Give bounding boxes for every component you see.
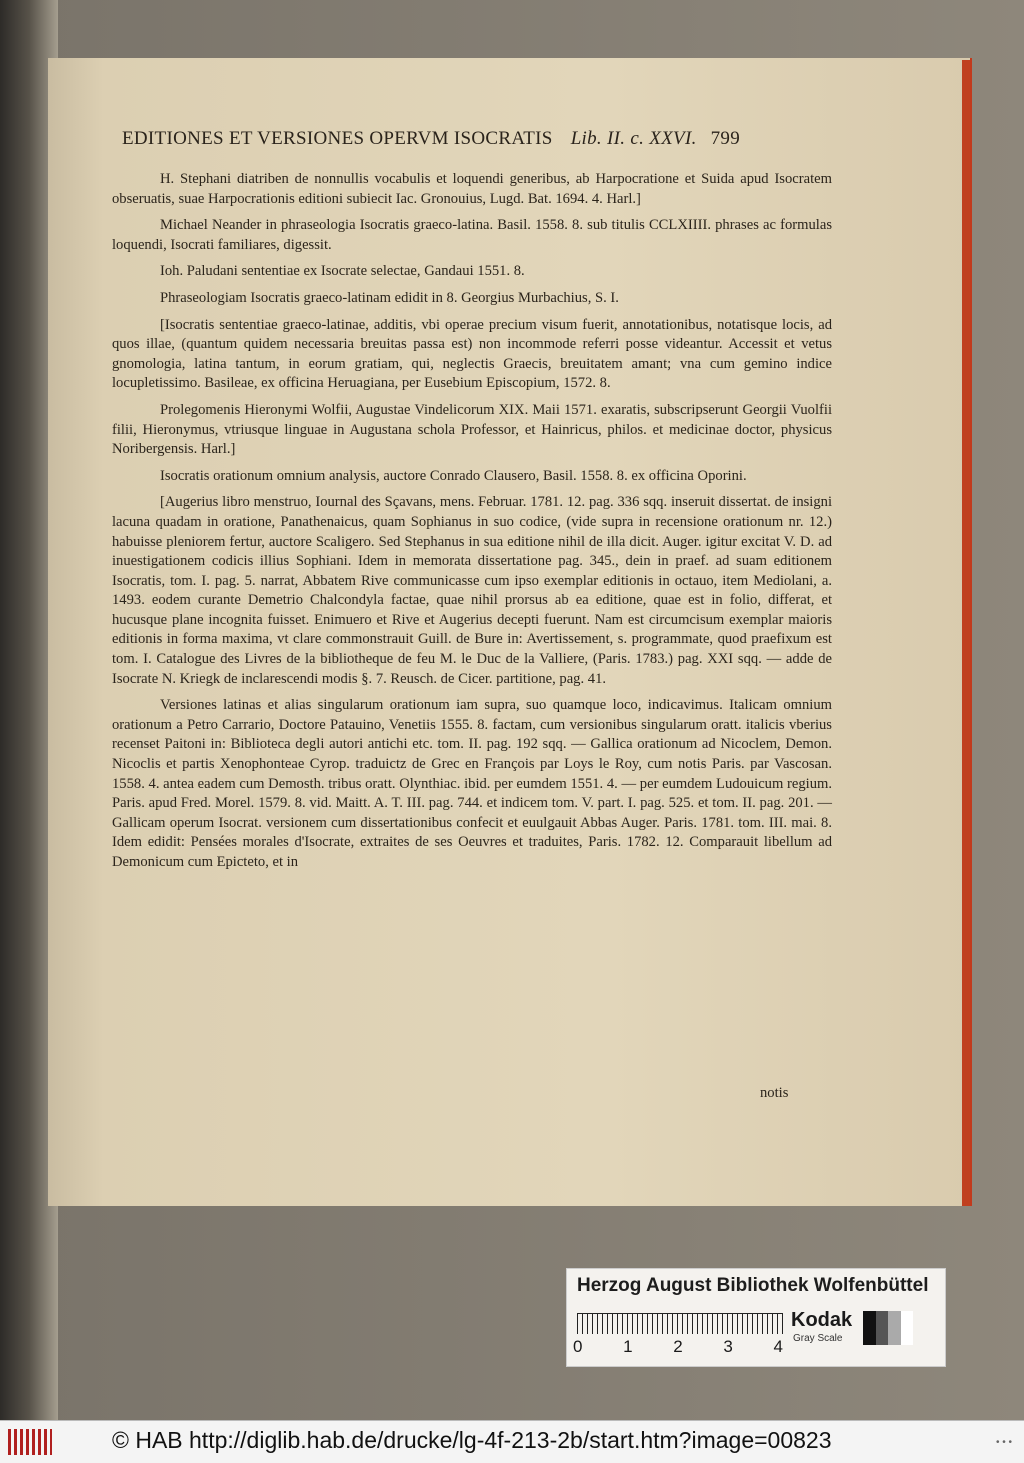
paragraph: Isocratis orationum omnium analysis, auctore Conrado Clausero, Basil. 1558. 8. ex officina Oporini. bbox=[160, 467, 747, 484]
ruler-icon bbox=[577, 1313, 783, 1334]
gray-scale-patches bbox=[863, 1311, 913, 1345]
paragraph: Phraseologiam Isocratis graeco-latinam edidit in 8. Georgius Murbachius, S. I. bbox=[160, 289, 619, 306]
paragraph: [Isocratis sententiae graeco-latinae, additis, vbi operae precium visum fuerit, annotationibus, notatisque locis, ad quos illae, (quantum quidem necessaria breuitas passa est) non incommode referri posse videantur. Accessit et vetus gnomologia, latina tantum, in eorum gratiam, qui, neglectis Graecis, breuitatem amant; vna cum gemino indice locupletissimo. Basileae, ex officina Heruagiana, per Eusebium Episcopium, 1572. 8. bbox=[112, 316, 832, 392]
paragraph: Versiones latinas et alias singularum orationum iam supra, suo quamque loco, indicavimus. Italicam omnium orationum a Petro Carrario, Doctore Patauino, Venetiis 1555. 8. factam, cum versionibus singularum oratt. italicis vberius recenset Paitoni in: Biblioteca degli autori antichi etc. tom. II. pag. 192 sqq. — Gallica orationum ad Nicoclem, Demon. Nicoclis et partis Xenophonteae Cyrop. traduictz de Grec en François par Loys le Roy, cum notis Paris. par Vascosan. 1558. 4. antea eadem cum Demosth. tribus oratt. Olynthiac. ibid. per eumdem 1551. 4. — per eumdem Ludouicum regium. Paris. apud Fred. Morel. 1579. 8. vid. Maitt. A. T. III. pag. 744. et indicem tom. V. part. I. pag. 525. et tom. II. pag. 201. — Gallicam operum Isocrat. versionem cum dissertationibus confecit et euulgauit Abbas Auger. Paris. 1781. tom. III. mai. 8. Idem edidit: Pensées morales d'Isocrate, extraites de ses Oeuvres et traduites, Paris. 1782. 12. Comparauit libellum ad Demonicum cum Epicteto, et in bbox=[112, 697, 832, 870]
page-edge bbox=[962, 60, 970, 1206]
footer-bar bbox=[0, 1420, 1024, 1463]
ruler-number: 0 bbox=[573, 1337, 583, 1356]
gray-scale-label: Gray Scale bbox=[793, 1333, 843, 1344]
ruler-number: 1 bbox=[623, 1337, 633, 1356]
running-header bbox=[122, 128, 832, 158]
header-reference: Lib. II. c. XXVI. bbox=[570, 128, 697, 149]
ruler-numbers bbox=[573, 1337, 783, 1357]
paragraph: [Augerius libro menstruo, Iournal des Sçavans, mens. Februar. 1781. 12. pag. 336 sqq. inseruit dissertat. de insigni lacuna quadam in oratione, Panathenaicus, quam Sophianus in suo codice, (vide supra in recensione orationum nr. 12.) habuisse pleniorem fertur, auctore Scaligero. Sed Stephanus in sua editione nihil de illa dicit. Auger. igitur excitat V. D. ad inuestigationem codicis illius Sophiani. Idem in memorata dissertatione pag. 345., dein in praef. ad suam editionem Isocratis, tom. I. pag. 5. narrat, Abbatem Rive communicasse cum ipso exemplar editionis in octauo, item Mediolani, a. 1493. eodem curante Demetrio Chalcondyla factae, quae nihil prorsus ab ea editione, quae est in folio, differat, et hucusque plane incognita fuisset. Enimuero et Rive et Augerius decepti fuerunt. Nam est circumcisum exemplar maioris editionis in forma maxima, vt clare commonstrauit Guill. de Bure in: Avertissement, s. programmate, quod praefixum est tom. I. Catalogue des Livres de la bibliotheque de feu M. le Duc de la Valliere, (Paris. 1783.) pag. XXI sqq. — adde de Isocrate N. Kriegk de inclarescendi modis §. 7. Reusch. de Cicer. partitione, pag. 41. bbox=[112, 494, 832, 687]
copyright-url[interactable]: © HAB http://diglib.hab.de/drucke/lg-4f-213-2b/start.htm?image=00823 bbox=[112, 1427, 832, 1453]
brand-logo: Kodak bbox=[791, 1309, 853, 1331]
paragraph: Prolegomenis Hieronymi Wolfii, Augustae Vindelicorum XIX. Maii 1571. exaratis, subscripserunt Georgii Vuolfii filii, Hieronymus, vtriusque linguae in Augustana schola Professor, et Hainricus, philos. et medicinae doctor, physicus Noribergensis. Harl.] bbox=[112, 401, 832, 458]
header-title: EDITIONES ET VERSIONES OPERVM ISOCRATIS bbox=[122, 128, 553, 149]
catchword: notis bbox=[760, 1085, 789, 1101]
ruler-number: 3 bbox=[723, 1337, 733, 1356]
gray-patch bbox=[876, 1311, 889, 1345]
paragraph: Michael Neander in phraseologia Isocratis graeco-latina. Basil. 1558. 8. sub titulis CCLXIIII. phrases ac formulas loquendi, Isocrati familiares, digessit. bbox=[112, 217, 832, 253]
footer-dots: • • • bbox=[995, 1437, 1012, 1448]
gray-patch bbox=[888, 1311, 901, 1345]
page-text bbox=[112, 170, 832, 880]
page-number: 799 bbox=[710, 128, 741, 149]
gray-patch bbox=[901, 1311, 914, 1345]
paragraph: Ioh. Paludani sententiae ex Isocrate selectae, Gandaui 1551. 8. bbox=[160, 263, 525, 280]
paragraph: H. Stephani diatriben de nonnullis vocabulis et loquendi generibus, ab Harpocratione et Suida apud Isocratem obseruatis, suae Harpocrationis editioni subiecit Iac. Gronouius, Lugd. Bat. 1694. 4. Harl.] bbox=[112, 171, 832, 207]
gray-patch bbox=[863, 1311, 876, 1345]
color-calibration-card bbox=[566, 1268, 946, 1367]
library-name: Herzog August Bibliothek Wolfenbüttel bbox=[577, 1275, 929, 1296]
hab-logo-icon bbox=[8, 1429, 52, 1455]
ruler-number: 2 bbox=[673, 1337, 683, 1356]
ruler-number: 4 bbox=[773, 1337, 783, 1356]
